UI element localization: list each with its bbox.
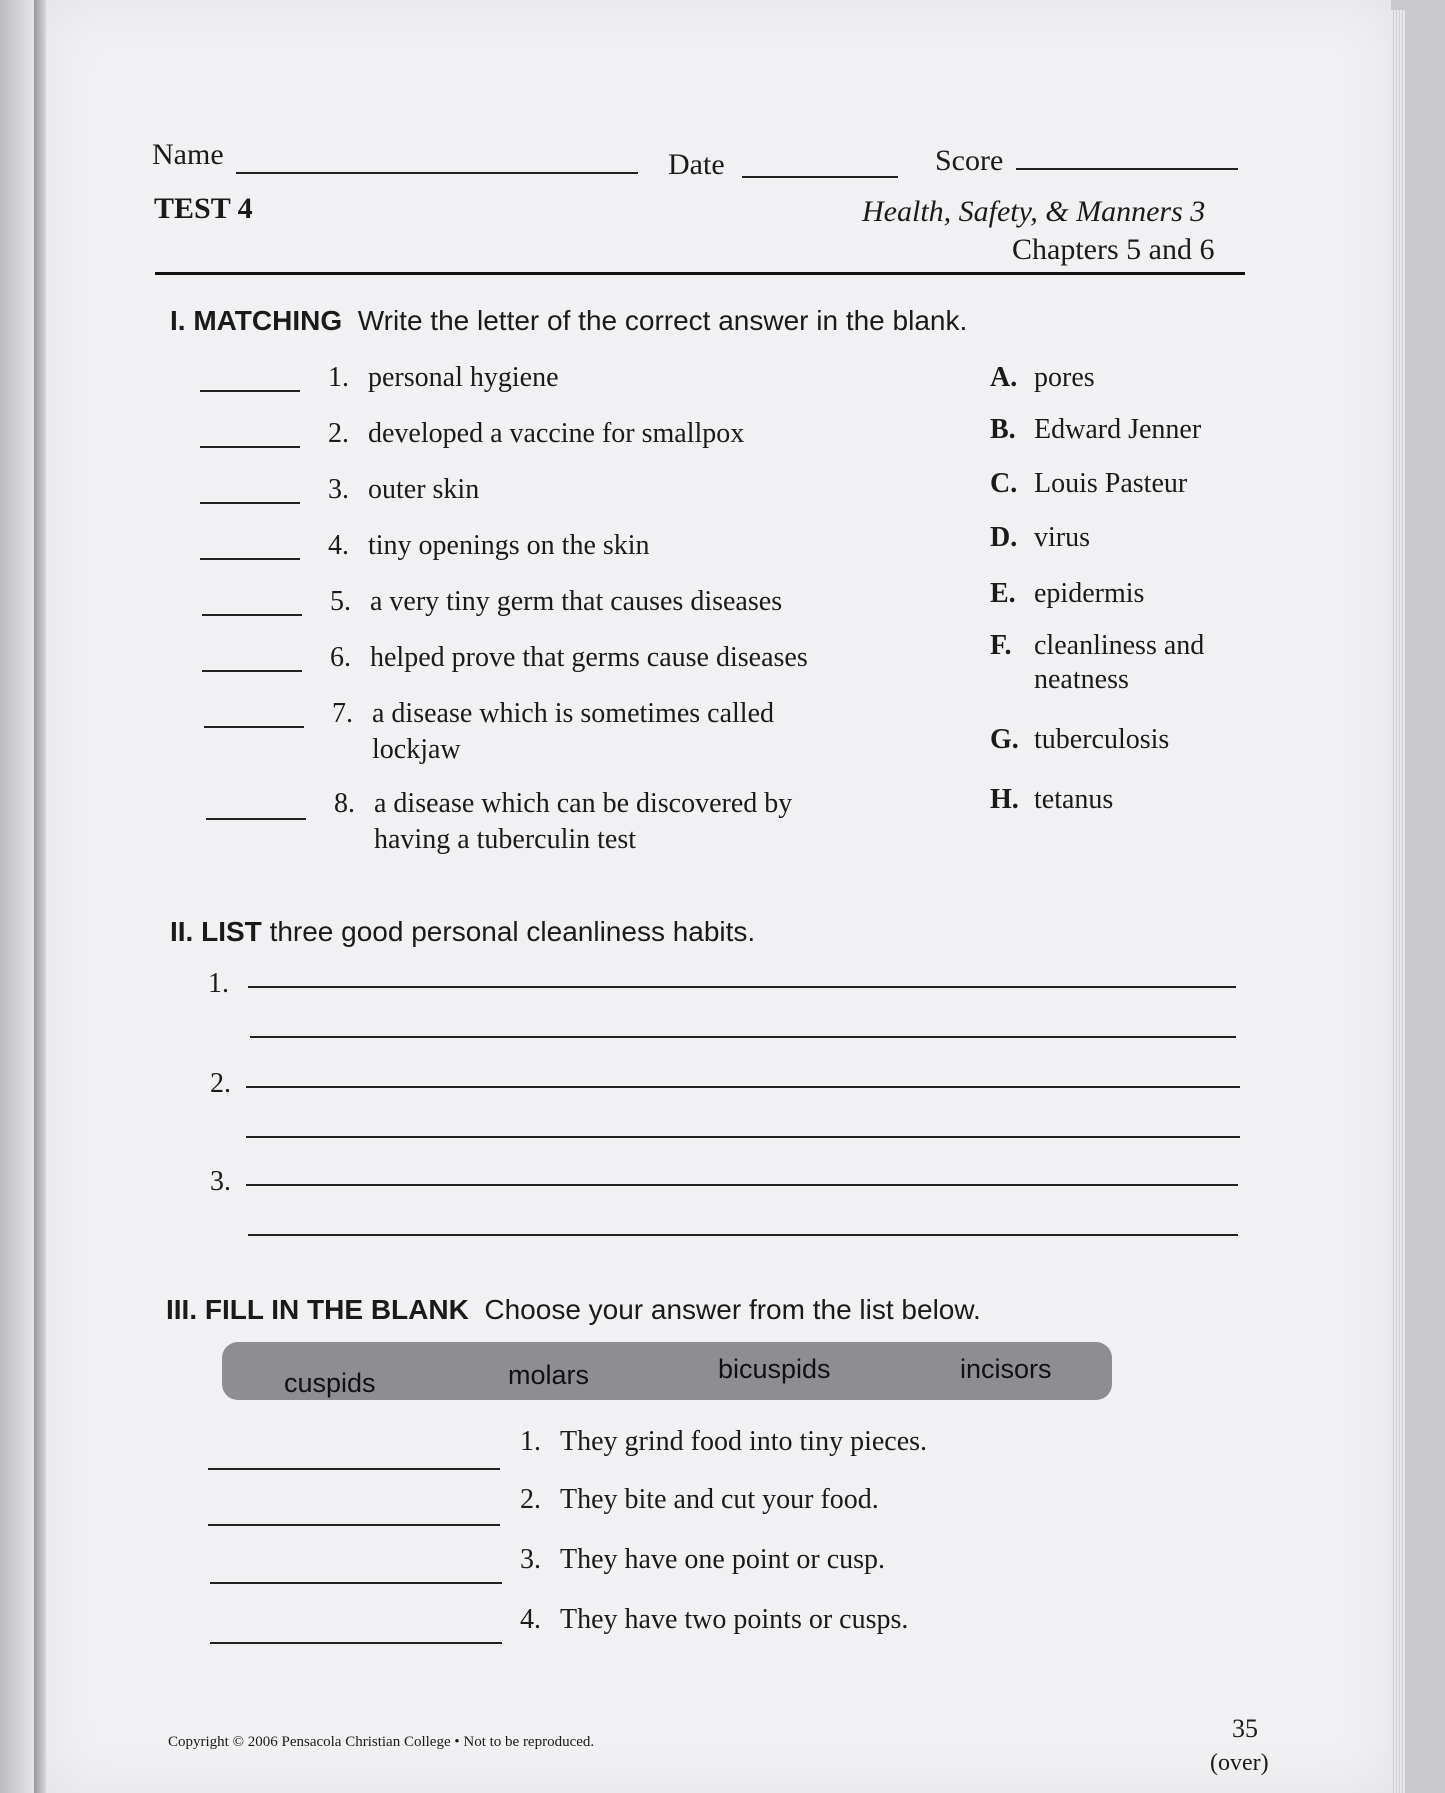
answer-f-line2: neatness xyxy=(1034,664,1129,695)
header-rule xyxy=(155,272,1245,275)
answer-c: C. Louis Pasteur xyxy=(990,468,1188,499)
matching-item-8-line2: having a tuberculin test xyxy=(374,824,637,855)
score-blank[interactable] xyxy=(1016,168,1238,170)
fill-item-2: 2. They bite and cut your food. xyxy=(520,1484,879,1515)
list-num-2: 2. xyxy=(210,1068,231,1099)
page-number: 35 xyxy=(1232,1714,1258,1743)
name-label: Name xyxy=(152,138,224,171)
fill-item-4: 4. They have two points or cusps. xyxy=(520,1604,909,1635)
name-blank[interactable] xyxy=(236,172,638,174)
list-blank-2b[interactable] xyxy=(246,1136,1240,1138)
matching-blank-2[interactable] xyxy=(200,446,300,448)
answer-a: A. pores xyxy=(990,362,1095,393)
section3-heading: III. FILL IN THE BLANK xyxy=(166,1294,469,1325)
matching-item-7-line2: lockjaw xyxy=(372,734,461,765)
left-page-edge xyxy=(0,0,34,1793)
matching-blank-5[interactable] xyxy=(202,614,302,616)
date-blank[interactable] xyxy=(742,176,898,178)
list-blank-2a[interactable] xyxy=(246,1086,1240,1088)
word-bank-bicuspids: bicuspids xyxy=(718,1354,831,1384)
word-bank xyxy=(222,1342,1112,1400)
word-bank-cuspids: cuspids xyxy=(284,1368,376,1398)
fill-blank-2[interactable] xyxy=(208,1524,500,1526)
fill-blank-4[interactable] xyxy=(210,1642,502,1644)
matching-item-1: 1. personal hygiene xyxy=(328,362,559,393)
matching-blank-1[interactable] xyxy=(200,390,300,392)
page-stack-edge xyxy=(1391,10,1405,1793)
answer-b: B. Edward Jenner xyxy=(990,414,1202,445)
matching-item-8: 8. a disease which can be discovered by xyxy=(334,788,793,819)
matching-item-5: 5. a very tiny germ that causes diseases xyxy=(330,586,783,617)
book-title: Health, Safety, & Manners 3 xyxy=(862,195,1206,228)
chapters-label: Chapters 5 and 6 xyxy=(1012,233,1215,266)
section2-heading: II. LIST xyxy=(170,916,262,947)
matching-item-6: 6. helped prove that germs cause diseases xyxy=(330,642,808,673)
fill-item-3: 3. They have one point or cusp. xyxy=(520,1544,886,1575)
list-blank-3b[interactable] xyxy=(248,1234,1238,1236)
word-bank-molars: molars xyxy=(508,1360,590,1390)
matching-blank-8[interactable] xyxy=(206,818,306,820)
test-label: TEST 4 xyxy=(154,192,253,225)
matching-item-4: 4. tiny openings on the skin xyxy=(328,530,650,561)
matching-blank-7[interactable] xyxy=(204,726,304,728)
over-label: (over) xyxy=(1210,1750,1269,1776)
matching-item-7: 7. a disease which is sometimes called xyxy=(332,698,774,729)
matching-blank-3[interactable] xyxy=(200,502,300,504)
section1-instruction: Write the letter of the correct answer in the blank. xyxy=(357,305,968,336)
matching-blank-6[interactable] xyxy=(202,670,302,672)
matching-item-2: 2. developed a vaccine for smallpox xyxy=(328,418,745,449)
answer-d: D. virus xyxy=(990,522,1090,553)
book-spine xyxy=(34,0,46,1793)
score-label: Score xyxy=(935,144,1004,177)
matching-blank-4[interactable] xyxy=(200,558,300,560)
list-blank-1a[interactable] xyxy=(248,986,1236,988)
section3-title xyxy=(166,1294,981,1326)
section2-title xyxy=(170,916,755,948)
list-num-3: 3. xyxy=(210,1166,231,1197)
section1-title xyxy=(170,305,967,337)
copyright-notice: Copyright © 2006 Pensacola Christian College • Not to be reproduced. xyxy=(168,1734,595,1750)
fill-item-1: 1. They grind food into tiny pieces. xyxy=(520,1426,928,1457)
answer-e: E. epidermis xyxy=(990,578,1145,609)
answer-f: F. cleanliness and xyxy=(990,630,1205,661)
answer-g: G. tuberculosis xyxy=(990,724,1170,755)
fill-blank-3[interactable] xyxy=(210,1582,502,1584)
section1-heading: I. MATCHING xyxy=(170,305,343,336)
list-blank-1b[interactable] xyxy=(250,1036,1236,1038)
section3-instruction: Choose your answer from the list below. xyxy=(484,1294,981,1325)
fill-blank-1[interactable] xyxy=(208,1468,500,1470)
section2-instruction: three good personal cleanliness habits. xyxy=(269,916,756,947)
date-label: Date xyxy=(668,148,725,181)
answer-h: H. tetanus xyxy=(990,784,1114,815)
list-num-1: 1. xyxy=(208,968,229,999)
matching-item-3: 3. outer skin xyxy=(328,474,480,505)
list-blank-3a[interactable] xyxy=(246,1184,1238,1186)
word-bank-incisors: incisors xyxy=(960,1354,1052,1384)
